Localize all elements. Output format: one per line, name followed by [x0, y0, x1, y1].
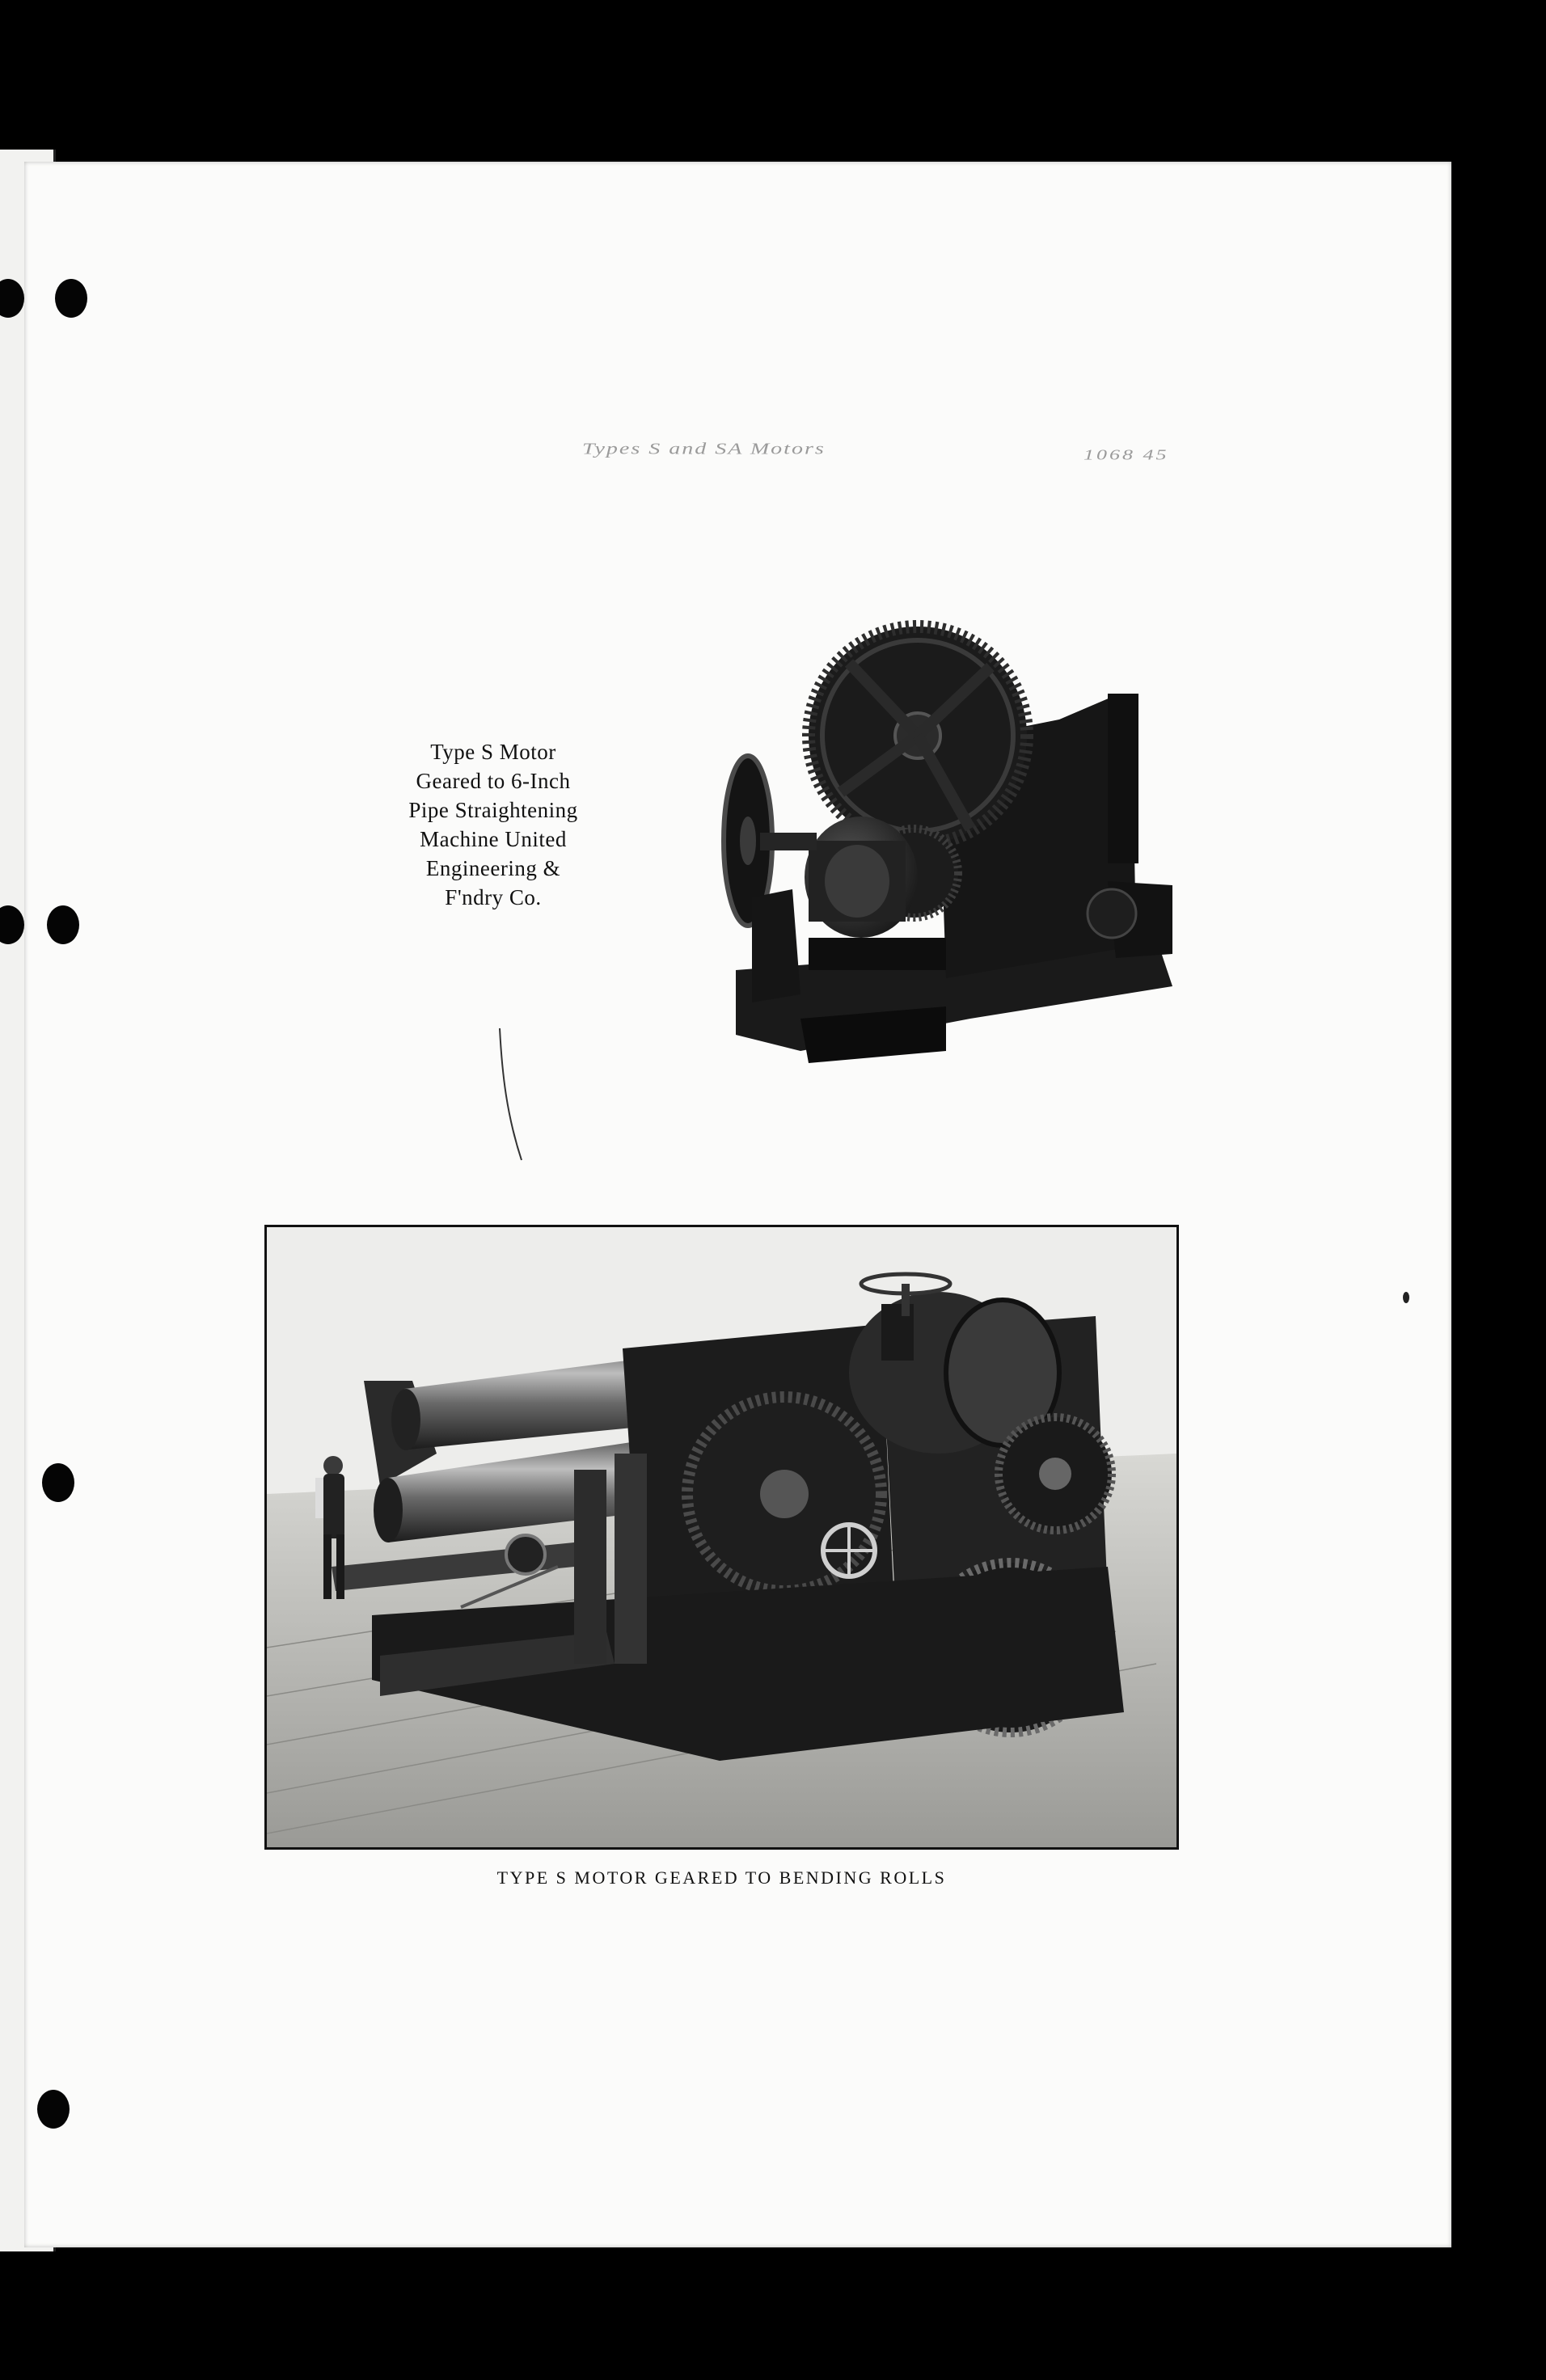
- punch-hole: [37, 2090, 70, 2129]
- caption-line: Type S Motor: [430, 740, 556, 764]
- bottom-figure-caption: TYPE S MOTOR GEARED TO BENDING ROLLS: [496, 1867, 947, 1888]
- caption-line: Machine United: [420, 827, 567, 851]
- caption-line: Pipe Straightening: [408, 798, 578, 822]
- page-number: 1068 45: [1083, 446, 1169, 463]
- pipe-straightening-machine-photo: [703, 598, 1189, 1075]
- caption-line: Engineering &: [425, 856, 561, 880]
- running-header: Types S and SA Motors: [582, 440, 826, 458]
- punch-hole: [47, 905, 79, 944]
- speck-mark: [1403, 1292, 1409, 1303]
- caption-line: Geared to 6-Inch: [416, 769, 571, 793]
- caption-line: F'ndry Co.: [445, 885, 542, 909]
- bending-rolls-photo: [267, 1227, 1176, 1847]
- pencil-mark: [497, 1027, 530, 1164]
- punch-hole: [55, 279, 87, 318]
- punch-hole: [42, 1463, 74, 1502]
- top-figure-caption: [372, 737, 615, 912]
- document-page: [24, 162, 1451, 2247]
- bending-rolls-photo-frame: [264, 1225, 1179, 1850]
